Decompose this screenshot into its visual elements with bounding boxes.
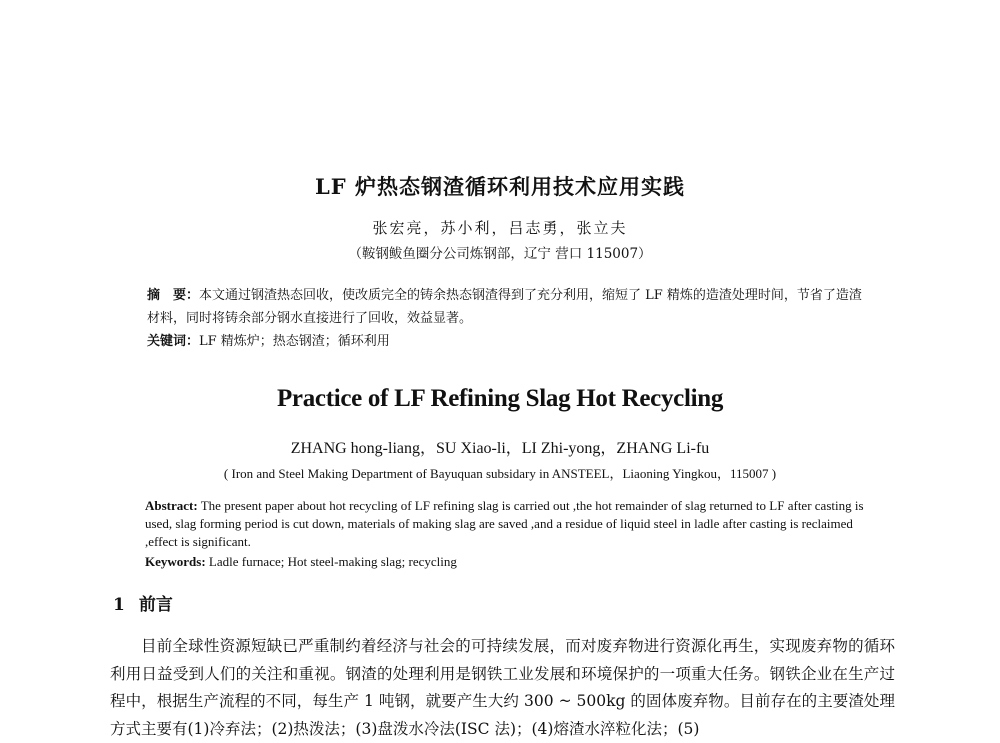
chinese-keywords	[147, 330, 867, 353]
english-keywords-label: Keywords:	[145, 554, 206, 569]
section-number: 1	[113, 595, 125, 615]
english-title: Practice of LF Refining Slag Hot Recycling	[276, 385, 724, 412]
section-title: 前言	[138, 595, 173, 615]
chinese-title: LF 炉热态钢渣循环利用技术应用实践	[315, 174, 685, 199]
chinese-abstract	[147, 284, 867, 330]
english-abstract-text: The present paper about hot recycling of LF refining slag is carried out ,the hot remainder of slag returned to LF after casting is used, slag forming period is cut down, materials of making slag are saved ,and a residue of liquid steel in ladle after casting is reclaimed ,effect is significant.	[145, 498, 864, 549]
chinese-abstract-text: 本文通过钢渣热态回收，使改质完全的铸余热态钢渣得到了充分利用，缩短了 LF 精炼的造渣处理时间，节省了造渣材料，同时将铸余部分钢水直接进行了回收，效益显著。	[147, 288, 862, 326]
chinese-affiliation: （鞍钢鲅鱼圈分公司炼钢部，辽宁 营口 115007）	[348, 246, 652, 262]
section-heading	[113, 590, 173, 615]
chinese-abstract-label: 摘 要：	[147, 288, 200, 303]
english-authors: ZHANG hong-liang，SU Xiao-li，LI Zhi-yong，ZHANG Li-fu	[290, 440, 710, 457]
english-keywords	[145, 553, 865, 571]
chinese-keywords-label: 关键词：	[147, 334, 200, 349]
chinese-authors: 张宏亮，苏小利，吕志勇，张立夫	[372, 219, 628, 237]
body-paragraph: 目前全球性资源短缺已严重制约着经济与社会的可持续发展，而对废弃物进行资源化再生，实现废弃物的循环利用日益受到人们的关注和重视。钢渣的处理利用是钢铁工业发展和环境保护的一项重大任务。钢铁企业在生产过程中，根据生产流程的不同，每生产 1 吨钢，就要产生大约 300 ~ 500kg 的固体废弃物。目前存在的主要渣处理方式主要有(1)冷弃法；(2)热泼法；(3)盘泼水冷法(ISC 法)；(4)熔渣水淬粒化法；(5)	[110, 637, 895, 738]
english-abstract	[145, 497, 865, 551]
english-keywords-text: Ladle furnace; Hot steel-making slag; recycling	[208, 554, 457, 569]
english-abstract-label: Abstract:	[145, 498, 198, 513]
chinese-keywords-text: LF 精炼炉；热态钢渣；循环利用	[199, 334, 390, 349]
english-affiliation: ( Iron and Steel Making Department of Bayuquan subsidary in ANSTEEL，Liaoning Yingkou，115007 )	[223, 466, 777, 481]
